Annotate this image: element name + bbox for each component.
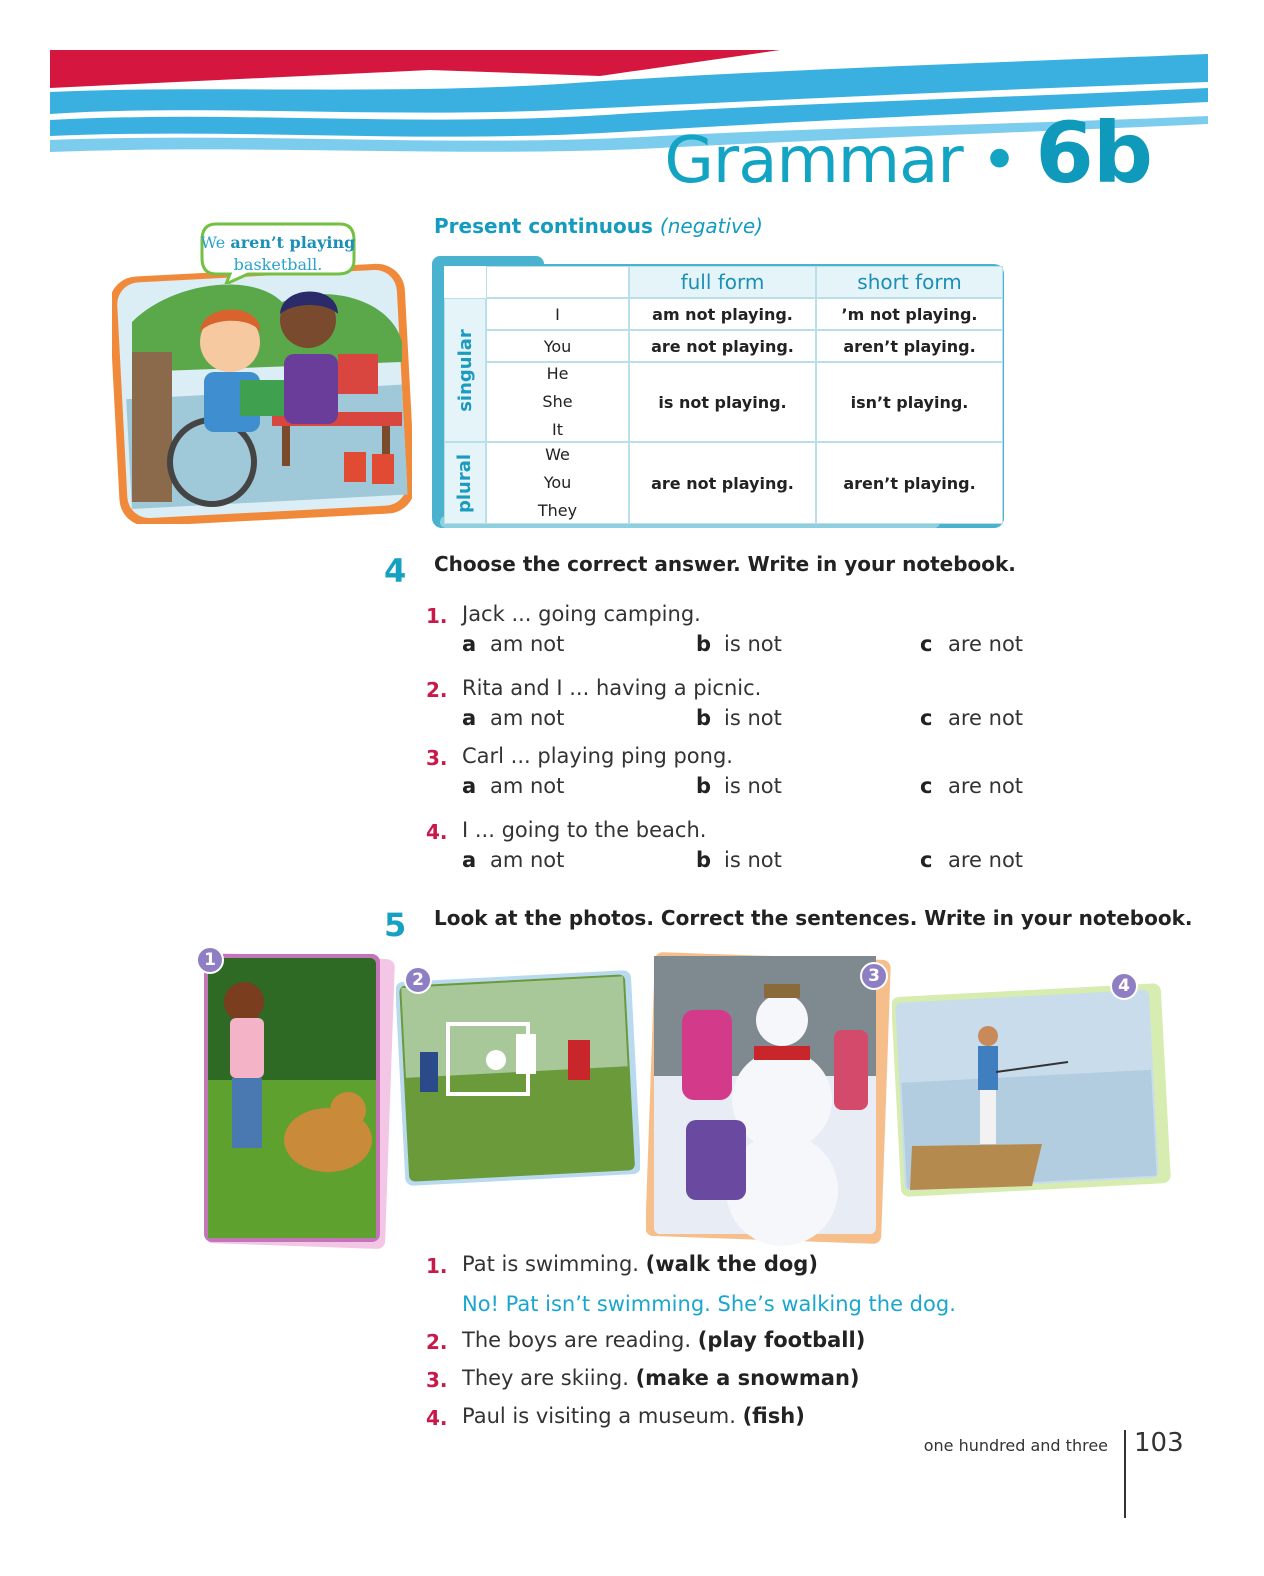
- question-number: 1.: [426, 604, 448, 628]
- item-text: [462, 1404, 805, 1428]
- photo-making-snowman: [646, 950, 892, 1246]
- bubble-line1-bold: aren’t playing: [230, 233, 356, 252]
- photo-girl-walking-dog: [196, 950, 396, 1252]
- option-letter: b: [696, 774, 712, 798]
- option-text: are not: [948, 632, 1024, 656]
- header-short-form: short form: [816, 266, 1003, 298]
- option-text: is not: [724, 706, 782, 730]
- option-text: is not: [724, 774, 782, 798]
- option-text: am not: [490, 632, 565, 656]
- photo-badge-2: 2: [404, 966, 432, 994]
- footer-divider: [1124, 1430, 1126, 1518]
- table-header-blank: [486, 266, 629, 298]
- option-text: am not: [490, 774, 565, 798]
- title-word: Grammar: [664, 124, 963, 198]
- page-title: [664, 104, 1152, 202]
- question-text: Carl ... playing ping pong.: [462, 744, 733, 768]
- option-text: are not: [948, 706, 1024, 730]
- example-answer: No! Pat isn’t swimming. She’s walking the dog.: [462, 1292, 956, 1316]
- question-number: 3.: [426, 746, 448, 770]
- short-form-cell: aren’t playing.: [816, 330, 1003, 362]
- option-text: is not: [724, 632, 782, 656]
- grammar-heading: [434, 214, 763, 238]
- short-form-cell: ’m not playing.: [816, 298, 1003, 330]
- full-form-cell: are not playing.: [629, 330, 816, 362]
- item-text: [462, 1366, 860, 1390]
- pronoun-cell: You: [486, 330, 629, 362]
- kids-reading-illustration: [112, 262, 412, 524]
- grammar-heading-main: Present continuous: [434, 214, 653, 238]
- item-number: 3.: [426, 1368, 448, 1392]
- option-letter: a: [462, 706, 477, 730]
- question-number: 4.: [426, 820, 448, 844]
- item-text: [462, 1252, 818, 1276]
- unit-number: 6b: [1035, 104, 1152, 202]
- pronoun-cell: [486, 362, 629, 442]
- item-cue: (play football): [697, 1328, 866, 1352]
- item-cue: (fish): [742, 1404, 805, 1428]
- pronoun-it: It: [552, 420, 563, 439]
- speech-bubble-text: [200, 232, 356, 276]
- pronoun-cell: [486, 442, 629, 524]
- photo-badge-1: 1: [196, 946, 224, 974]
- item-cue: (make a snowman): [635, 1366, 860, 1390]
- item-sentence: They are skiing.: [462, 1366, 636, 1390]
- item-number: 2.: [426, 1330, 448, 1354]
- grammar-heading-italic: (negative): [659, 214, 763, 238]
- option-letter: c: [920, 774, 933, 798]
- exercise-5-number: 5: [384, 906, 407, 944]
- pronoun-cell: I: [486, 298, 629, 330]
- photo-boy-fishing: [892, 976, 1172, 1206]
- item-number: 1.: [426, 1254, 448, 1278]
- photo-badge-4: 4: [1110, 972, 1138, 1000]
- exercise-5-instruction: Look at the photos. Correct the sentences. Write in your notebook.: [434, 906, 1193, 930]
- full-form-cell: are not playing.: [629, 442, 816, 524]
- full-form-cell: am not playing.: [629, 298, 816, 330]
- option-text: are not: [948, 848, 1024, 872]
- item-sentence: Pat is swimming.: [462, 1252, 646, 1276]
- item-sentence: The boys are reading.: [462, 1328, 698, 1352]
- question-text: Rita and I ... having a picnic.: [462, 676, 762, 700]
- option-letter: a: [462, 848, 477, 872]
- pronoun-we: We: [545, 445, 570, 464]
- option-text: are not: [948, 774, 1024, 798]
- option-text: am not: [490, 848, 565, 872]
- option-letter: c: [920, 632, 933, 656]
- question-text: Jack ... going camping.: [462, 602, 701, 626]
- plural-label: plural: [454, 453, 476, 513]
- item-text: [462, 1328, 865, 1352]
- exercise-4-instruction: Choose the correct answer. Write in your notebook.: [434, 552, 1016, 576]
- page-number-words: one hundred and three: [923, 1436, 1108, 1455]
- page-number: 103: [1134, 1428, 1184, 1458]
- item-cue: (walk the dog): [645, 1252, 818, 1276]
- title-dot: •: [980, 124, 1018, 198]
- short-form-cell: isn’t playing.: [816, 362, 1003, 442]
- pronoun-he: He: [546, 364, 569, 383]
- side-label-singular: [444, 298, 486, 442]
- bubble-line1-start: We: [200, 233, 231, 252]
- option-text: is not: [724, 848, 782, 872]
- option-letter: b: [696, 706, 712, 730]
- option-letter: a: [462, 774, 477, 798]
- table-corner: [444, 266, 486, 298]
- exercise-4-number: 4: [384, 552, 407, 590]
- option-letter: b: [696, 848, 712, 872]
- full-form-cell: is not playing.: [629, 362, 816, 442]
- option-letter: c: [920, 848, 933, 872]
- short-form-cell: aren’t playing.: [816, 442, 1003, 524]
- header-full-form: full form: [629, 266, 816, 298]
- bubble-line2: basketball.: [233, 255, 323, 274]
- item-sentence: Paul is visiting a museum.: [462, 1404, 743, 1428]
- option-text: am not: [490, 706, 565, 730]
- pronoun-they: They: [537, 501, 578, 520]
- question-number: 2.: [426, 678, 448, 702]
- pronoun-she: She: [542, 392, 573, 411]
- photo-boys-playing-football: [396, 964, 640, 1188]
- pronoun-you-plural: You: [543, 473, 572, 492]
- question-text: I ... going to the beach.: [462, 818, 707, 842]
- item-number: 4.: [426, 1406, 448, 1430]
- option-letter: a: [462, 632, 477, 656]
- option-letter: b: [696, 632, 712, 656]
- photo-badge-3: 3: [860, 962, 888, 990]
- singular-label: singular: [454, 328, 476, 412]
- side-label-plural: [444, 442, 486, 524]
- option-letter: c: [920, 706, 933, 730]
